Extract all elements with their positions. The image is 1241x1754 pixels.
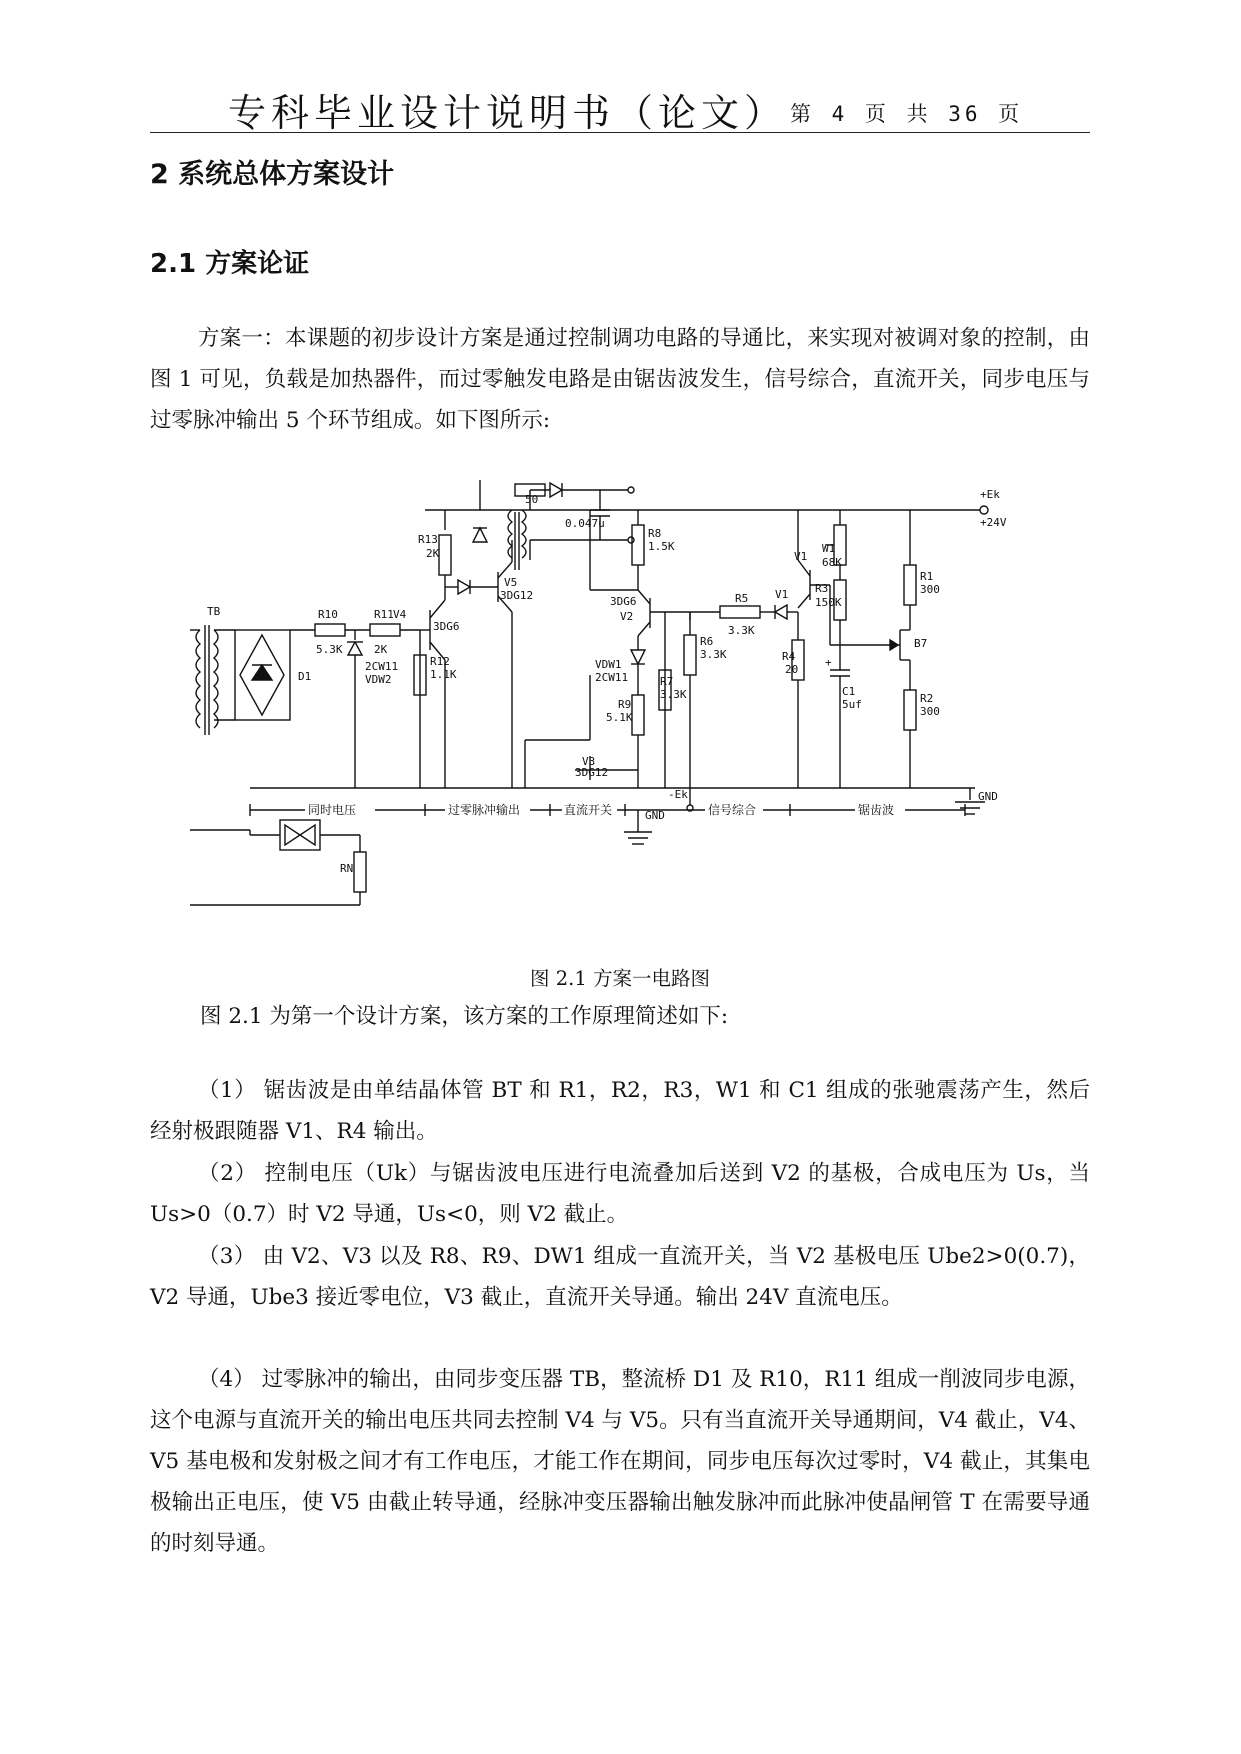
header-page-info: 第 4 页 共 36 页 — [790, 102, 1024, 126]
label-cap50: 50 — [525, 493, 539, 506]
section-label-4: 信号综合 — [708, 803, 757, 817]
label-v3: V3 — [582, 755, 596, 768]
section-heading: 2 系统总体方案设计 — [150, 159, 395, 190]
label-r6: R6 — [700, 635, 714, 648]
section-label-2: 过零脉冲输出 — [448, 803, 521, 817]
circuit-diagram — [190, 480, 1050, 940]
label-zd2n: VDW2 — [365, 673, 392, 686]
label-r11: R11 — [374, 608, 394, 621]
label-v3-type: 3DG12 — [575, 766, 609, 779]
label-gnd: GND — [978, 790, 998, 803]
label-v1: V1 — [794, 550, 808, 563]
label-d1: D1 — [298, 670, 312, 683]
label-b7: B7 — [914, 637, 928, 650]
label-w1: W1 — [822, 542, 836, 555]
label-r2-value: 300 — [920, 705, 940, 718]
list-item: （1） 锯齿波是由单结晶体管 BT 和 R1，R2，R3，W1 和 C1 组成的张驰震荡产生，然后经射极跟随器 V1、R4 输出。 — [150, 1078, 1090, 1144]
label-tb: TB — [207, 605, 221, 618]
label-r8: R8 — [648, 527, 662, 540]
label-c1-plus: + — [825, 656, 832, 669]
figure-caption: 图 2.1 方案一电路图 — [530, 967, 710, 990]
label-r3-value: 150K — [815, 596, 842, 609]
label-rn: RN — [340, 862, 354, 875]
label-r4: R4 — [782, 650, 796, 663]
subsection-heading: 2.1 方案论证 — [150, 249, 310, 279]
label-r3: R3 — [815, 582, 829, 595]
label-r1: R1 — [920, 570, 934, 583]
label-v5-type: 3DG12 — [500, 589, 534, 602]
label-r13-value: 2K — [426, 547, 440, 560]
label-w1-value: 68K — [822, 556, 842, 569]
label-r2: R2 — [920, 692, 934, 705]
label-gnd2: GND — [645, 809, 665, 822]
label-r6-value: 3.3K — [700, 648, 727, 661]
label-v2: V2 — [620, 610, 634, 623]
label-v5: V5 — [504, 576, 518, 589]
label-r9: R9 — [618, 698, 632, 711]
label-r9-value: 5.1K — [606, 711, 633, 724]
section-label-3: 直流开关 — [564, 803, 613, 817]
section-label-1: 同时电压 — [308, 803, 357, 817]
intro-paragraph: 方案一：本课题的初步设计方案是通过控制调功电路的导通比，来实现对被调对象的控制，由图 1 可见，负载是加热器件，而过零触发电路是由锯齿波发生，信号综合，直流开关，同步电压与过零脉冲输出 5 个环节组成。如下图所示: — [150, 326, 1090, 433]
label-vdw1: VDW1 — [595, 658, 622, 671]
list-item: （2） 控制电压（Uk）与锯齿波电压进行电流叠加后送到 V2 的基极，合成电压为 Us，当 Us>0（0.7）时 V2 导通，Us<0，则 V2 截止。 — [150, 1161, 1090, 1227]
label-r12-value: 1.1K — [430, 668, 457, 681]
label-r7: R7 — [660, 675, 674, 688]
label-v4: V4 — [393, 608, 407, 621]
label-r5: R5 — [735, 592, 749, 605]
list-item: （3） 由 V2、V3 以及 R8、R9、DW1 组成一直流开关，当 V2 基极电压 Ube2>0(0.7)，V2 导通，Ube3 接近零电位，V3 截止，直流开关导通。输出 24V 直流电压。 — [150, 1244, 1090, 1310]
header-rule — [150, 132, 1090, 133]
label-r10-value: 5.3K — [316, 643, 343, 656]
label-v4-type: 3DG6 — [433, 620, 460, 633]
label-zd2: 2CW11 — [365, 660, 399, 673]
label-24v: +24V — [980, 516, 1007, 529]
label-r5-value: 3.3K — [728, 624, 755, 637]
list-item: （4） 过零脉冲的输出，由同步变压器 TB，整流桥 D1 及 R10，R11 组成一削波同步电源，这个电源与直流开关的输出电压共同去控制 V4 与 V5。只有当直流开关导通期间，V4 截止，V4、V5 基电极和发射极之间才有工作电压，才能工作在期间，同步电压每次过零时，V4 截止，其集电极输出正电压，使 V5 由截止转导通，经脉冲变压器输出触发脉冲而此脉冲使晶闸管 T 在需要导通的时刻导通。 — [150, 1367, 1090, 1556]
label-r11-value: 2K — [374, 643, 388, 656]
label-cap047: 0.047u — [565, 517, 605, 530]
label-r1-value: 300 — [920, 583, 940, 596]
label-v1-diode: V1 — [775, 588, 789, 601]
label-r7-value: 3.3K — [660, 688, 687, 701]
label-r10: R10 — [318, 608, 338, 621]
label-r12: R12 — [430, 655, 450, 668]
label-r4-value: 20 — [785, 663, 799, 676]
label-c1-value: 5uf — [842, 698, 862, 711]
figure-description: 图 2.1 为第一个设计方案，该方案的工作原理简述如下: — [200, 1004, 729, 1029]
section-label-5: 锯齿波 — [858, 803, 895, 817]
label-r8-value: 1.5K — [648, 540, 675, 553]
label-r13: R13 — [418, 533, 438, 546]
label-ek: +Ek — [980, 488, 1000, 501]
header-title: 专科毕业设计说明书（论文） — [228, 91, 788, 135]
label-vdw1-type: 2CW11 — [595, 671, 629, 684]
label-c1: C1 — [842, 685, 856, 698]
label-ek-neg: -Ek — [668, 788, 688, 801]
label-v2-type: 3DG6 — [610, 595, 637, 608]
